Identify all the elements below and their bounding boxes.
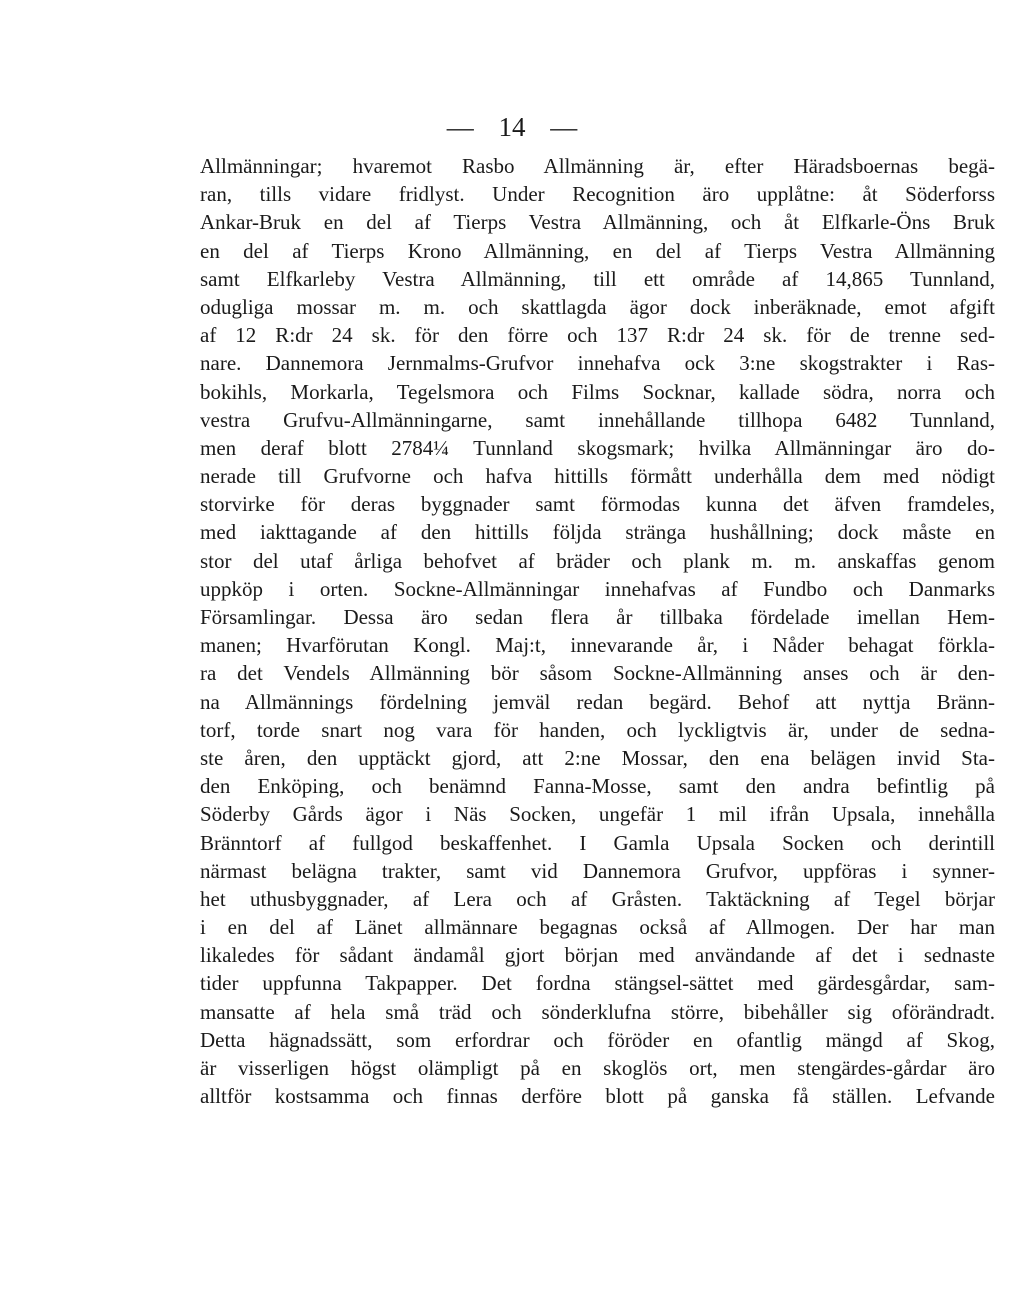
text-line: är visserligen högst olämpligt på en skoglös ort, men stengärdes-gårdar äro [200,1056,995,1080]
text-line: Bränntorf af fullgod beskaffenhet. I Gamla Upsala Socken och derintill [200,830,995,855]
text-line: na Allmännings fördelning jemväl redan begärd. Behof att nyttja Bränn- [200,689,995,714]
text-line: torf, torde snart nog vara för handen, och lyckligtvis är, under de sedna- [200,717,995,742]
text-line: den Enköping, och benämnd Fanna-Mosse, samt den andra befintlig på [200,774,995,799]
text-line: samt Elfkarleby Vestra Allmänning, till ett område af 14,865 Tunnland, [200,266,995,291]
text-line: uppköp i orten. Sockne-Allmänningar innehafvas af Fundbo och Danmarks [200,576,995,601]
text-line: af 12 R:dr 24 sk. för den förre och 137 R:dr 24 sk. för de trenne sed- [200,323,995,348]
header-right-dash: — [550,112,578,142]
text-line: het uthusbyggnader, af Lera och af Gråsten. Taktäckning af Tegel börjar [200,886,995,911]
text-line: manen; Hvarförutan Kongl. Maj:t, innevarande år, i Nåder behagat förkla- [200,633,995,658]
text-line: stor del utaf årliga behofvet af bräder och plank m. m. anskaffas genom [200,548,995,573]
text-line: ra det Vendels Allmänning bör såsom Sockne-Allmänning anses och är den- [200,661,995,686]
text-line: tider uppfunna Takpapper. Det fordna stängsel-sättet med gärdesgårdar, sam- [200,971,995,996]
text-line: närmast belägna trakter, samt vid Dannemora Grufvor, uppföras i synner- [200,858,995,883]
text-line: ran, tills vidare fridlyst. Under Recognition äro upplåtne: åt Söderforss [200,182,995,207]
text-line: Detta hägnadssätt, som erfordrar och föröder en ofantlig mängd af Skog, [200,1027,995,1052]
text-line: Allmänningar; hvaremot Rasbo Allmänning är, efter Häradsboernas begä- [200,154,995,178]
text-line: Församlingar. Dessa äro sedan flera år tillbaka fördelade imellan Hem- [200,605,995,629]
text-line: Ankar-Bruk en del af Tierps Vestra Allmänning, och åt Elfkarle-Öns Bruk [200,210,995,235]
text-line: mansatte af hela små träd och sönderklufna större, bibehåller sig oförändradt. [200,999,995,1024]
text-line: men deraf blott 2784¼ Tunnland skogsmark; hvilka Allmänningar äro do- [200,435,995,460]
header-left-dash: — [446,112,474,142]
page-number: 14 [498,112,526,142]
text-line: likaledes för sådant ändamål gjort början med användande af det i sednaste [200,943,995,968]
text-line: med iakttagande af den hittills följda stränga hushållning; dock måste en [200,520,995,545]
text-line: bokihls, Morkarla, Tegelsmora och Films Socknar, kallade södra, norra och [200,379,995,404]
text-line: vestra Grufvu-Allmänningarne, samt innehållande tillhopa 6482 Tunnland, [200,407,995,432]
text-line: nerade till Grufvorne och hafva hittills förmått underhålla dem med nödigt [200,464,995,489]
body-text [200,152,995,1110]
text-line: en del af Tierps Krono Allmänning, en del af Tierps Vestra Allmänning [200,238,995,263]
page-header [0,112,1024,143]
text-line: storvirke för deras byggnader samt förmodas kunna det äfven framdeles, [200,492,995,517]
text-line: odugliga mossar m. m. och skattlagda ägor dock inberäknade, emot afgift [200,294,995,319]
text-line: alltför kostsamma och finnas derföre blott på ganska få ställen. Lefvande [200,1084,995,1109]
text-line: i en del af Länet allmännare begagnas också af Allmogen. Der har man [200,915,995,940]
text-line: nare. Dannemora Jernmalms-Grufvor innehafva ock 3:ne skogstrakter i Ras- [200,351,995,376]
text-line: ste åren, den upptäckt gjord, att 2:ne Mossar, den ena belägen invid Sta- [200,745,995,770]
text-line: Söderby Gårds ägor i Näs Socken, ungefär 1 mil ifrån Upsala, innehålla [200,802,995,827]
